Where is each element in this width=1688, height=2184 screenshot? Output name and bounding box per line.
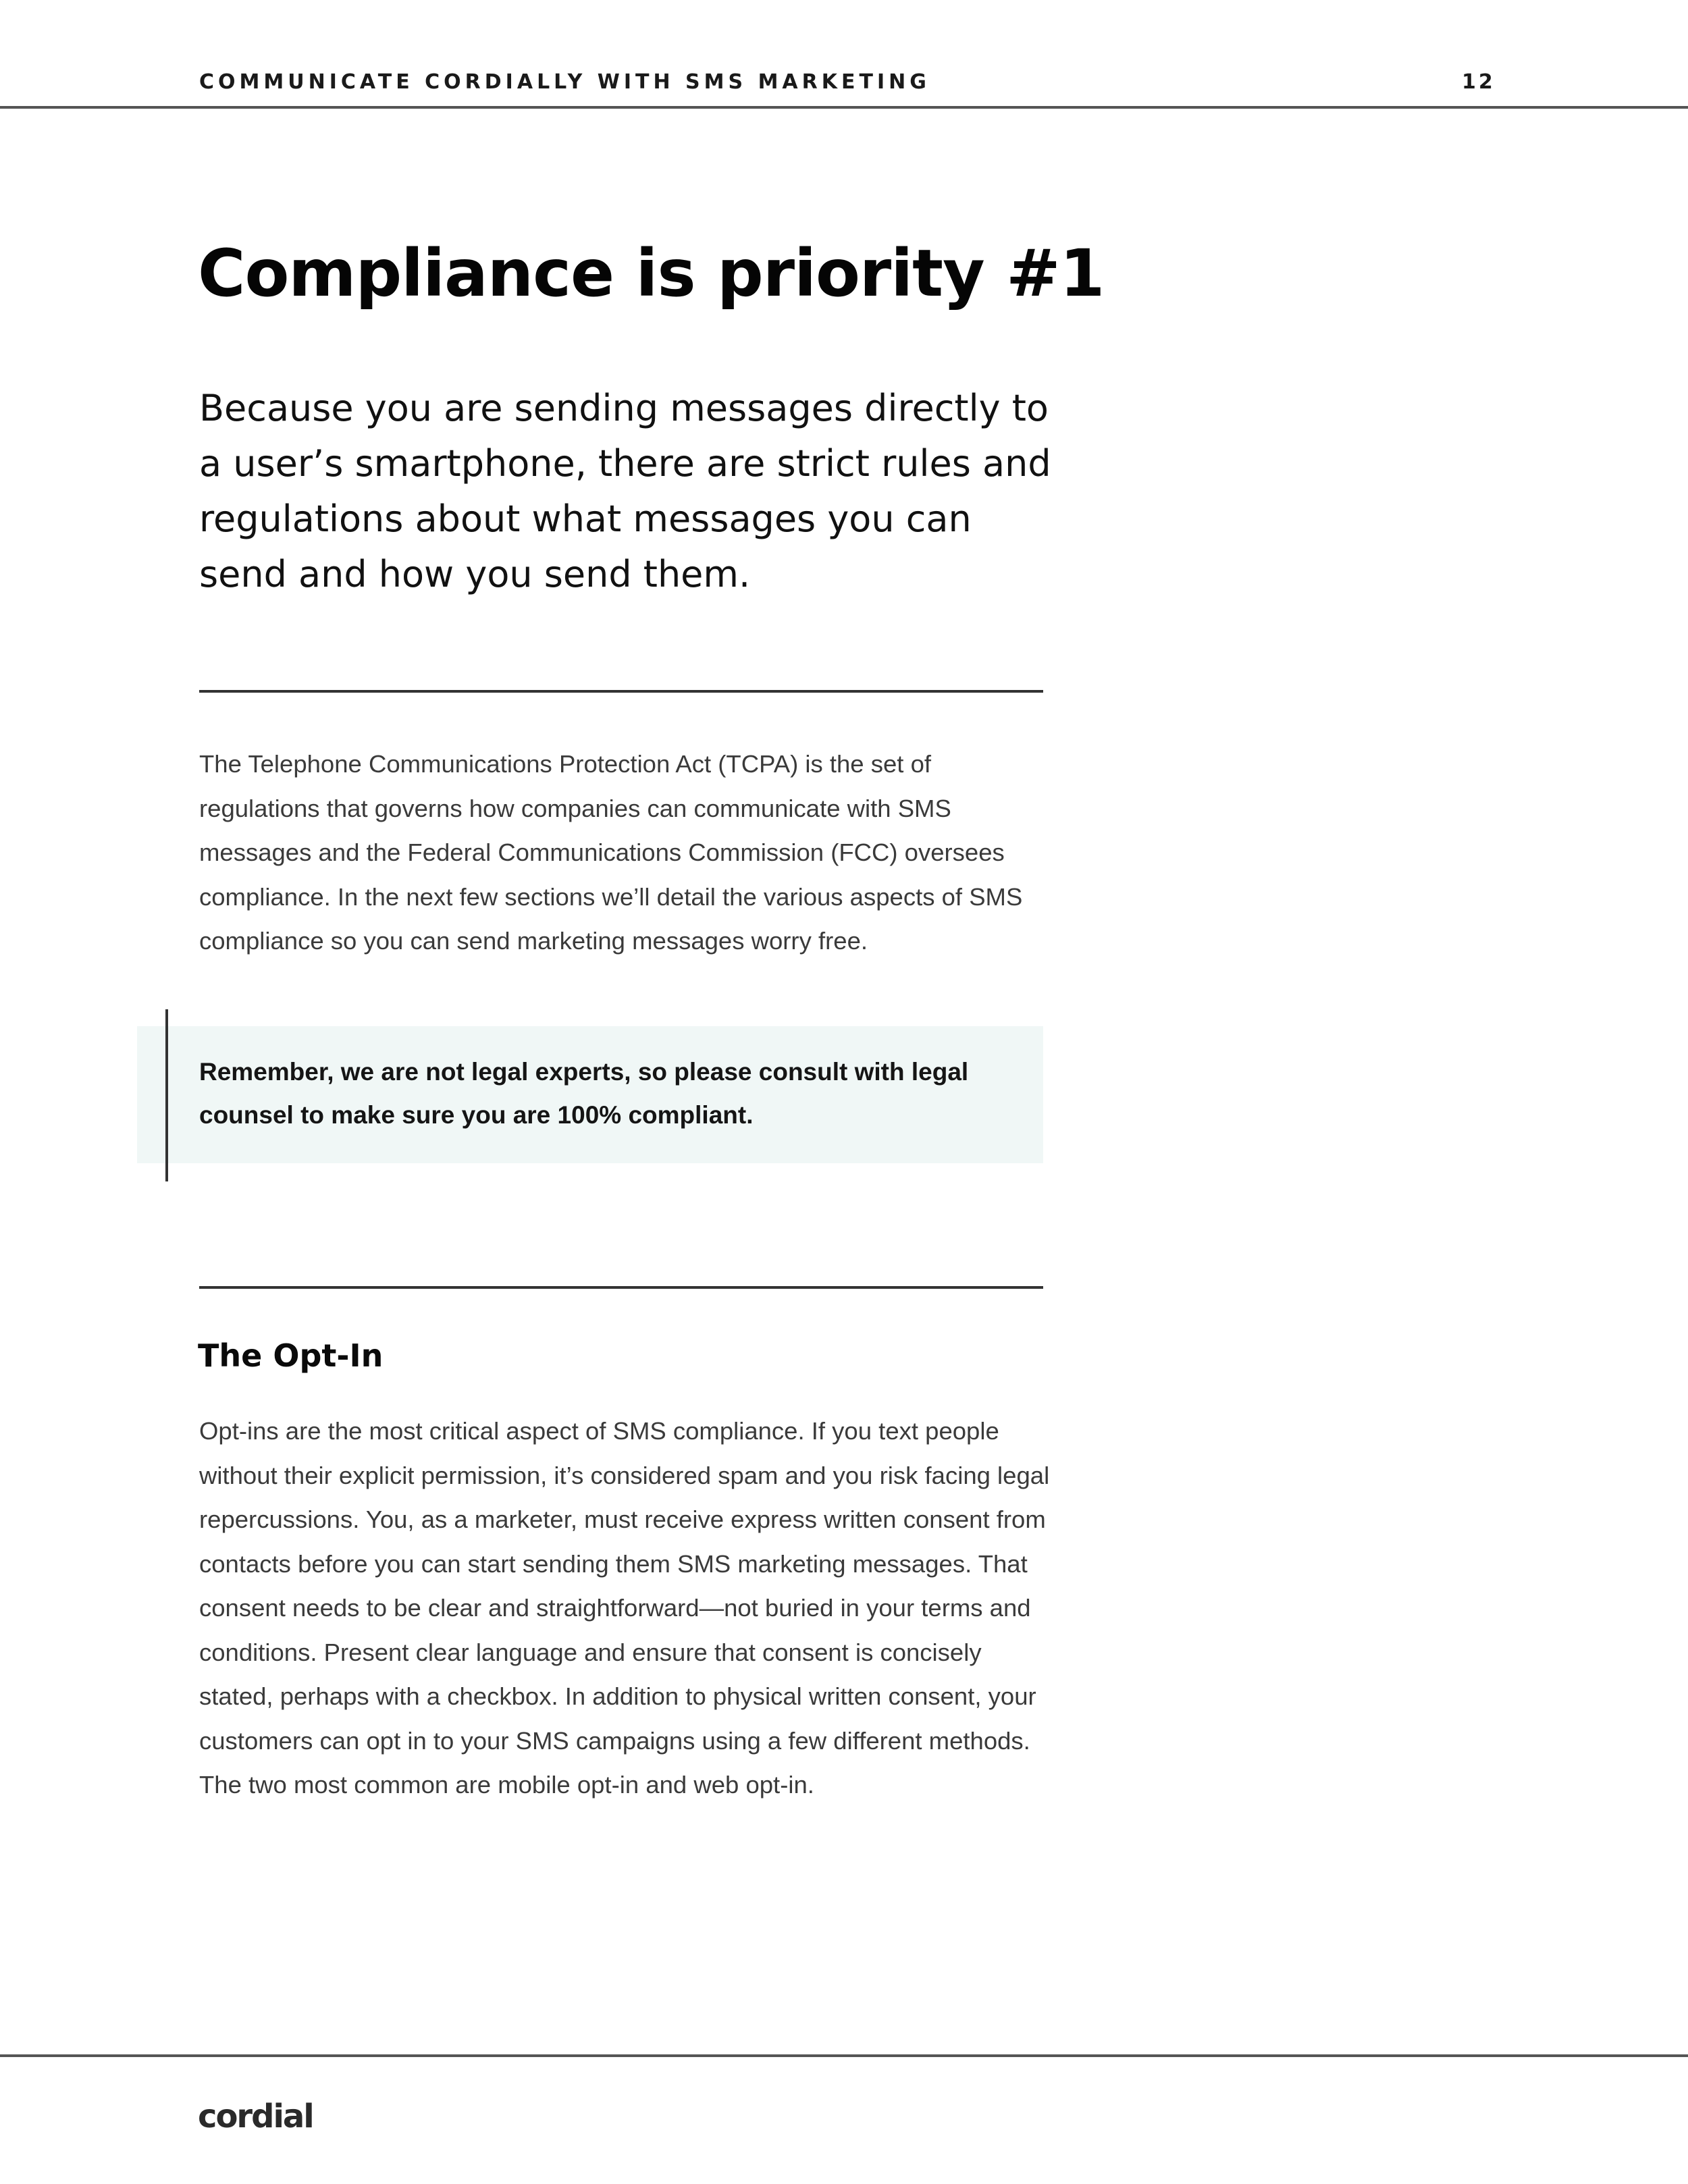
page-number: 12 <box>1462 70 1496 94</box>
callout-accent-bar <box>165 1009 168 1181</box>
header-divider <box>0 106 1688 109</box>
footer-divider <box>0 2054 1688 2057</box>
running-header-title: COMMUNICATE CORDIALLY WITH SMS MARKETING <box>199 70 930 94</box>
opt-in-paragraph: Opt-ins are the most critical aspect of SMS compliance. If you text people without their explicit permission, it’s considered spam and you risk facing legal repercussions. You, as a marketer, must receive express written consent from contacts before you can start sending them SMS marketing messages. That consent needs to be clear and straightforward—not buried in your terms and conditions. Present clear language and ensure that consent is concisely stated, perhaps with a checkbox. In addition to physical written consent, your customers can opt in to your SMS campaigns using a few different methods. The two most common are mobile opt-in and web opt-in. <box>199 1417 1050 1799</box>
lede-paragraph: Because you are sending messages directly to a user’s smartphone, there are strict rules and regulations about what messages you can send and how you send them. <box>199 387 1051 595</box>
intro-paragraph: The Telephone Communications Protection Act (TCPA) is the set of regulations that governs how companies can communicate with SMS messages and the Federal Communications Commission (FCC) oversees compliance. In the next few sections we’ll detail the various aspects of SMS compliance so you can send marketing messages worry free. <box>199 750 1023 955</box>
callout-text: Remember, we are not legal experts, so please consult with legal counsel to make sure you are 100% compliant. <box>199 1058 969 1129</box>
section-divider-bottom <box>199 1286 1043 1289</box>
section-divider-top <box>199 690 1043 693</box>
cordial-logo: cordial <box>198 2098 313 2135</box>
section-heading-opt-in: The Opt-In <box>198 1337 384 1374</box>
page-title: Compliance is priority #1 <box>198 236 1105 311</box>
